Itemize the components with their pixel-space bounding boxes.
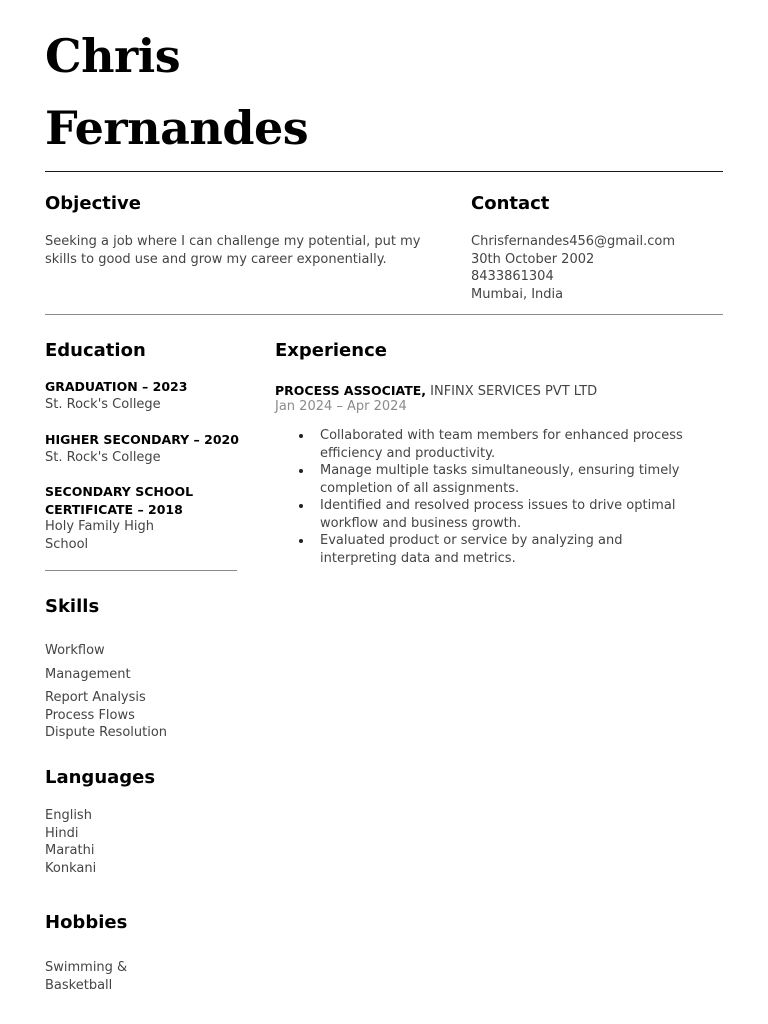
contact-heading: Contact	[471, 193, 550, 214]
education-title: CERTIFICATE – 2018	[45, 501, 183, 517]
education-school: St. Rock's College	[45, 396, 161, 412]
experience-company: INFINX SERVICES PVT LTD	[426, 384, 598, 399]
objective-heading: Objective	[45, 193, 141, 214]
language-item: English	[45, 808, 92, 823]
skill-item: Report Analysis	[45, 690, 146, 705]
bullet-line: efficiency and productivity.	[320, 445, 496, 461]
hobby-line: Basketball	[45, 977, 113, 993]
skill-item: Process Flows	[45, 707, 135, 723]
experience-bullets	[275, 427, 723, 567]
experience-dates: Jan 2024 – Apr 2024	[275, 399, 407, 414]
bullet-line: interpreting data and metrics.	[320, 550, 516, 566]
language-item: Hindi	[45, 825, 79, 841]
education-title: GRADUATION – 2023	[45, 379, 188, 394]
hobbies-list	[45, 959, 127, 994]
contact-details	[471, 233, 675, 303]
education-divider	[45, 570, 237, 571]
skills-heading: Skills	[45, 596, 100, 617]
bullet-line: completion of all assignments.	[320, 480, 520, 496]
contact-location: Mumbai, India	[471, 286, 564, 302]
experience-role: PROCESS ASSOCIATE,	[275, 383, 427, 398]
education-title: HIGHER SECONDARY – 2020	[45, 432, 239, 447]
experience-bullet	[275, 462, 723, 497]
education-item	[45, 431, 239, 466]
languages-list	[45, 807, 96, 877]
contact-phone[interactable]: 8433861304	[471, 269, 554, 284]
bullet-line: Identified and resolved process issues to drive optimal	[320, 498, 676, 513]
header-divider	[45, 171, 723, 172]
education-title: SECONDARY SCHOOL	[45, 484, 194, 499]
education-item	[45, 483, 193, 553]
education-heading: Education	[45, 340, 146, 361]
language-item: Marathi	[45, 843, 95, 858]
experience-bullet	[275, 497, 723, 532]
bullet-line: Collaborated with team members for enhanced process	[320, 428, 683, 443]
bullet-line: workflow and business growth.	[320, 515, 522, 531]
skill-item: Workflow	[45, 643, 105, 658]
contact-dob: 30th October 2002	[471, 251, 595, 267]
skill-item: Dispute Resolution	[45, 725, 168, 740]
education-item	[45, 378, 187, 413]
education-school: Holy Family High	[45, 519, 155, 534]
skills-list	[45, 642, 167, 742]
section-divider	[45, 314, 723, 315]
languages-heading: Languages	[45, 767, 156, 788]
objective-text	[45, 233, 420, 268]
education-school: St. Rock's College	[45, 449, 161, 465]
name-last: Fernandes	[45, 101, 309, 155]
experience-heading: Experience	[275, 340, 387, 361]
objective-line: skills to good use and grow my career exponentially.	[45, 251, 387, 267]
objective-line: Seeking a job where I can challenge my potential, put my	[45, 234, 421, 249]
language-item: Konkani	[45, 860, 97, 876]
contact-email[interactable]: Chrisfernandes456@gmail.com	[471, 234, 676, 249]
bullet-line: Evaluated product or service by analyzing and	[320, 533, 623, 548]
skill-item: Management	[45, 666, 131, 682]
hobby-line: Swimming &	[45, 960, 128, 975]
hobbies-heading: Hobbies	[45, 912, 128, 933]
bullet-line: Manage multiple tasks simultaneously, ensuring timely	[320, 463, 680, 478]
name-first: Chris	[45, 29, 181, 83]
experience-bullet	[275, 532, 723, 567]
education-school: School	[45, 536, 89, 552]
experience-bullet	[275, 427, 723, 462]
